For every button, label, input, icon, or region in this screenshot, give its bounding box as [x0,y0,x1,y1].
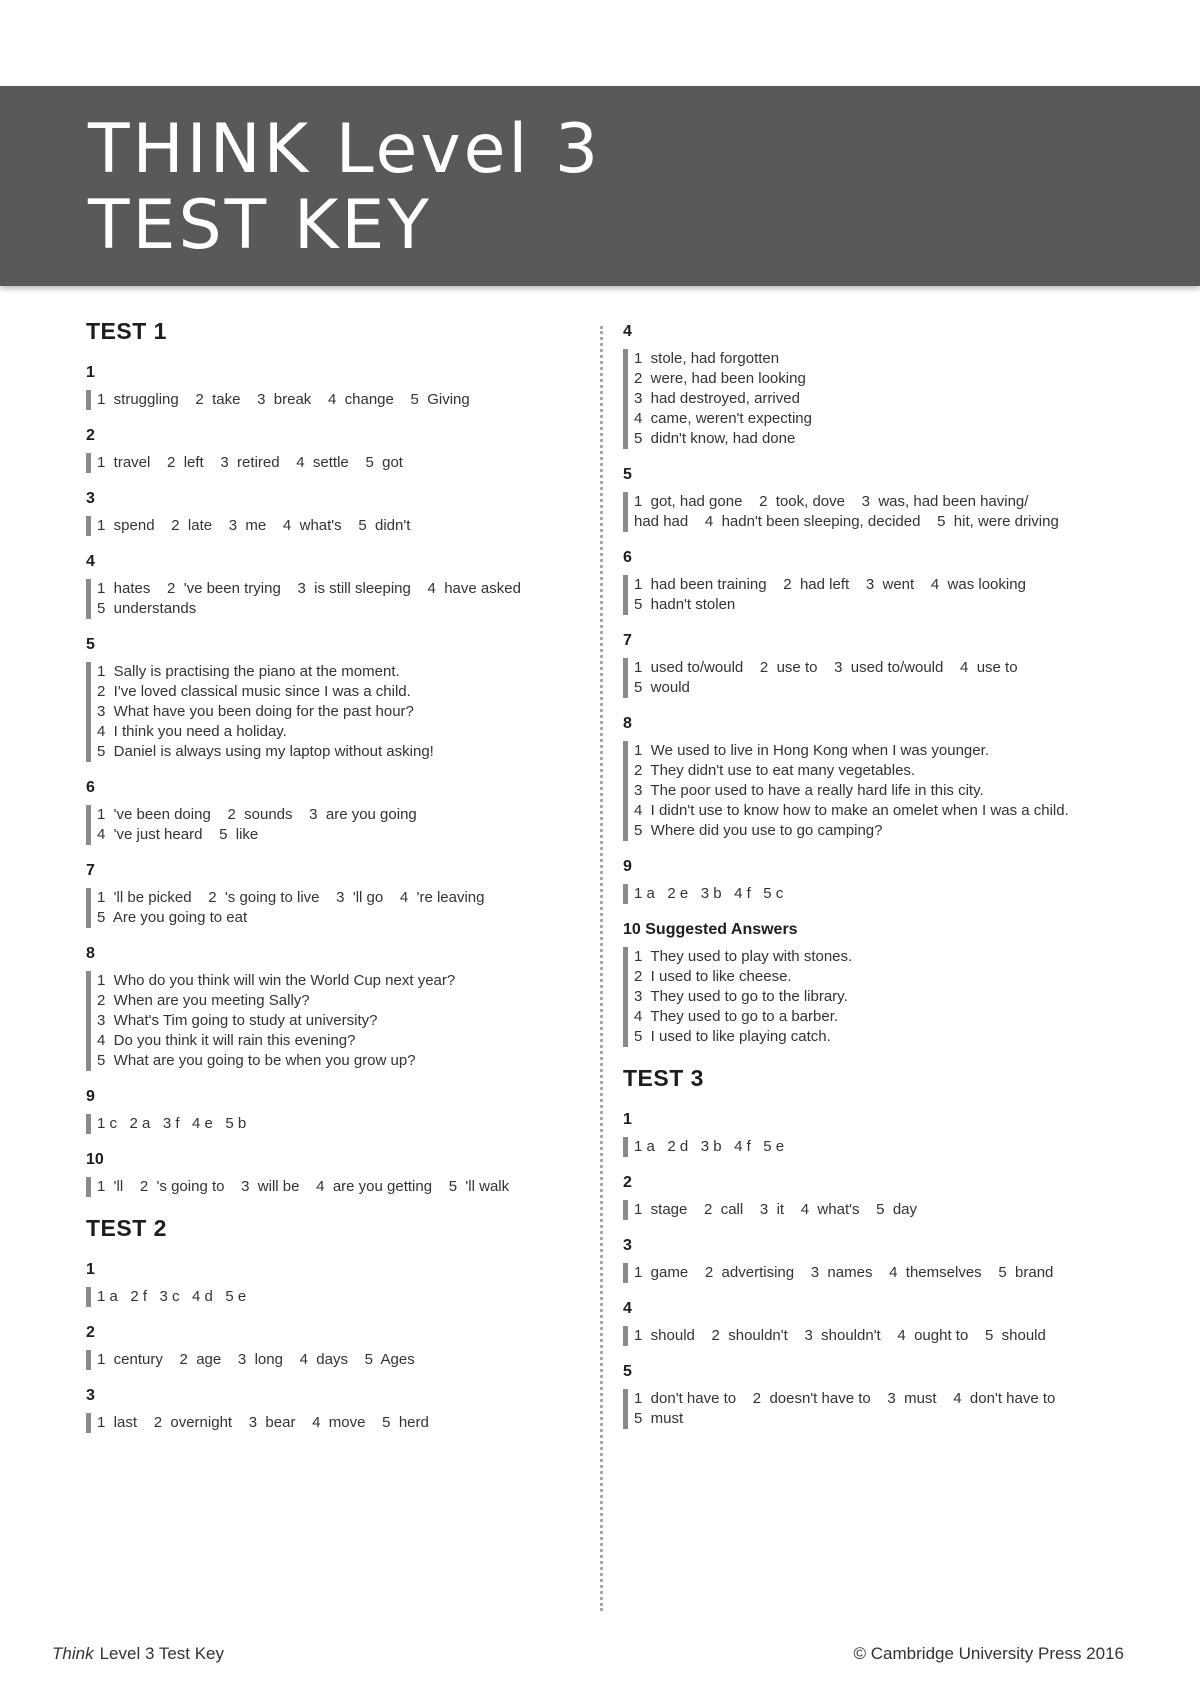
exercise [623,548,1143,615]
answer-line: 1 They used to play with stones. [634,948,853,965]
test-title: TEST 2 [86,1215,167,1241]
exercise [623,920,1143,1047]
answer-line: 4 've just heard 5 like [97,826,259,843]
exercise [623,322,1143,449]
answer-line: 1 'll be picked 2 's going to live 3 'll go 4 're leaving [97,889,485,906]
answer-line: 1 hates 2 've been trying 3 is still sleeping 4 have asked [97,580,521,597]
exercise-number: 8 [623,715,632,732]
answer-line: 1 century 2 age 3 long 4 days 5 Ages [97,1351,415,1368]
exercise [623,1362,1143,1429]
exercise-number: 3 [86,1387,95,1404]
exercise [86,1260,586,1307]
answer-line: 5 Daniel is always using my laptop without asking! [97,743,434,760]
answer-line: 1 struggling 2 take 3 break 4 change 5 Giving [97,391,470,408]
exercise [623,714,1143,841]
header-banner [0,86,1200,286]
exercise [623,1173,1143,1220]
answer-line: 1 spend 2 late 3 me 4 what's 5 didn't [97,517,411,534]
answer-line: 3 had destroyed, arrived [634,390,800,407]
answer-block [623,492,1143,532]
answer-line: 5 Are you going to eat [97,909,248,926]
answer-block [623,1263,1143,1283]
page-title [88,112,601,264]
exercise [86,1087,586,1134]
footer-left-text: Level 3 Test Key [99,1644,225,1663]
answer-block [623,658,1143,698]
answer-line: 5 hadn't stolen [634,596,736,613]
exercise [86,635,586,762]
answer-line: 3 The poor used to have a really hard life in this city. [634,782,984,799]
exercise [86,1386,586,1433]
answer-block [623,947,1143,1047]
exercise-number: 2 [623,1174,632,1191]
exercise-number: 2 [86,1324,95,1341]
exercise [86,1150,586,1197]
exercise-number: 7 [86,862,95,879]
exercise-number: 1 [623,1111,632,1128]
answer-block [623,741,1143,841]
answer-line: 1 had been training 2 had left 3 went 4 was looking [634,576,1026,593]
answer-block [623,1137,1143,1157]
answer-block [86,662,586,762]
answer-line: 1 c 2 a 3 f 4 e 5 b [97,1115,247,1132]
answer-line: 1 Who do you think will win the World Cup next year? [97,972,456,989]
right-column [623,322,1143,1445]
exercise-number: 4 [623,1300,632,1317]
exercise [86,944,586,1071]
answer-line: 1 last 2 overnight 3 bear 4 move 5 herd [97,1414,429,1431]
exercise-number: 9 [623,858,632,875]
exercise [623,631,1143,698]
answer-block [86,1413,586,1433]
answer-line: 2 When are you meeting Sally? [97,992,310,1009]
answer-line: 1 a 2 e 3 b 4 f 5 c [634,885,784,902]
answer-line: 3 What's Tim going to study at university? [97,1012,378,1029]
answer-line: 3 They used to go to the library. [634,988,848,1005]
answer-line: 2 were, had been looking [634,370,806,387]
exercise-number: 3 [623,1237,632,1254]
exercise-number: 6 [623,549,632,566]
answer-line: 2 I used to like cheese. [634,968,792,985]
answer-line: 1 stage 2 call 3 it 4 what's 5 day [634,1201,918,1218]
exercise [86,552,586,619]
exercise [623,1236,1143,1283]
exercise-number: 5 [623,1363,632,1380]
answer-block [86,971,586,1071]
exercise-number: 3 [86,490,95,507]
footer-brand: Think [52,1644,94,1663]
title-line-1: THINK Level 3 [88,110,602,189]
answer-block [623,349,1143,449]
answer-line: 1 've been doing 2 sounds 3 are you going [97,806,417,823]
answer-line: 1 game 2 advertising 3 names 4 themselves 5 brand [634,1264,1054,1281]
answer-block [86,390,586,410]
answer-block [623,884,1143,904]
answer-line: 1 Sally is practising the piano at the moment. [97,663,400,680]
exercise [623,1110,1143,1157]
answer-line: 3 What have you been doing for the past hour? [97,703,414,720]
answer-line: 5 What are you going to be when you grow up? [97,1052,416,1069]
exercise-number: 10 [86,1151,104,1168]
exercise-number: 5 [623,466,632,483]
answer-block [86,1350,586,1370]
answer-line: 4 I think you need a holiday. [97,723,287,740]
test-title: TEST 3 [623,1065,704,1091]
answer-block [86,1287,586,1307]
answer-line: 2 I've loved classical music since I was a child. [97,683,411,700]
exercise [86,426,586,473]
answer-line: 2 They didn't use to eat many vegetables. [634,762,916,779]
answer-block [623,1389,1143,1429]
left-column [86,318,586,1449]
exercise-number: 2 [86,427,95,444]
answer-line: 5 Where did you use to go camping? [634,822,883,839]
exercise [623,465,1143,532]
exercise-number: 4 [623,323,632,340]
title-line-2: TEST KEY [88,186,432,265]
answer-block [86,453,586,473]
answer-line: 1 used to/would 2 use to 3 used to/would 4 use to [634,659,1018,676]
footer-copyright: © Cambridge University Press 2016 [853,1644,1124,1663]
answer-line: 1 got, had gone 2 took, dove 3 was, had been having/ [634,493,1029,510]
answer-line: 5 understands [97,600,197,617]
exercise [86,861,586,928]
answer-line: 4 They used to go to a barber. [634,1008,839,1025]
exercise-number: 1 [86,364,95,381]
exercise-number: 7 [623,632,632,649]
answer-line: 4 I didn't use to know how to make an omelet when I was a child. [634,802,1069,819]
answer-line: 1 stole, had forgotten [634,350,780,367]
exercise-number: 10 Suggested Answers [623,921,798,938]
answer-line: 5 must [634,1410,684,1427]
answer-block [623,575,1143,615]
answer-line: 4 came, weren't expecting [634,410,812,427]
answer-line: 1 We used to live in Hong Kong when I was younger. [634,742,989,759]
column-divider [600,326,603,1611]
answer-block [86,516,586,536]
test-title: TEST 1 [86,318,167,344]
answer-line: 1 'll 2 's going to 3 will be 4 are you getting 5 'll walk [97,1178,510,1195]
answer-block [86,579,586,619]
exercise [623,857,1143,904]
exercise [86,1323,586,1370]
answer-line: 1 don't have to 2 doesn't have to 3 must 4 don't have to [634,1390,1056,1407]
answer-block [623,1200,1143,1220]
answer-block [86,888,586,928]
answer-line: had had 4 hadn't been sleeping, decided 5 hit, were driving [634,513,1059,530]
exercise [86,363,586,410]
exercise-number: 9 [86,1088,95,1105]
answer-line: 1 a 2 f 3 c 4 d 5 e [97,1288,247,1305]
answer-line: 5 didn't know, had done [634,430,796,447]
exercise-number: 4 [86,553,95,570]
answer-line: 4 Do you think it will rain this evening? [97,1032,356,1049]
answer-block [623,1326,1143,1346]
exercise-number: 8 [86,945,95,962]
answer-block [86,805,586,845]
exercise-number: 5 [86,636,95,653]
answer-line: 1 travel 2 left 3 retired 4 settle 5 got [97,454,403,471]
answer-line: 5 would [634,679,690,696]
exercise [623,1299,1143,1346]
exercise-number: 6 [86,779,95,796]
exercise-number: 1 [86,1261,95,1278]
footer-left [52,1644,224,1664]
answer-line: 1 a 2 d 3 b 4 f 5 e [634,1138,785,1155]
answer-line: 5 I used to like playing catch. [634,1028,831,1045]
answer-block [86,1114,586,1134]
exercise [86,489,586,536]
exercise [86,778,586,845]
answer-block [86,1177,586,1197]
answer-line: 1 should 2 shouldn't 3 shouldn't 4 ought to 5 should [634,1327,1046,1344]
